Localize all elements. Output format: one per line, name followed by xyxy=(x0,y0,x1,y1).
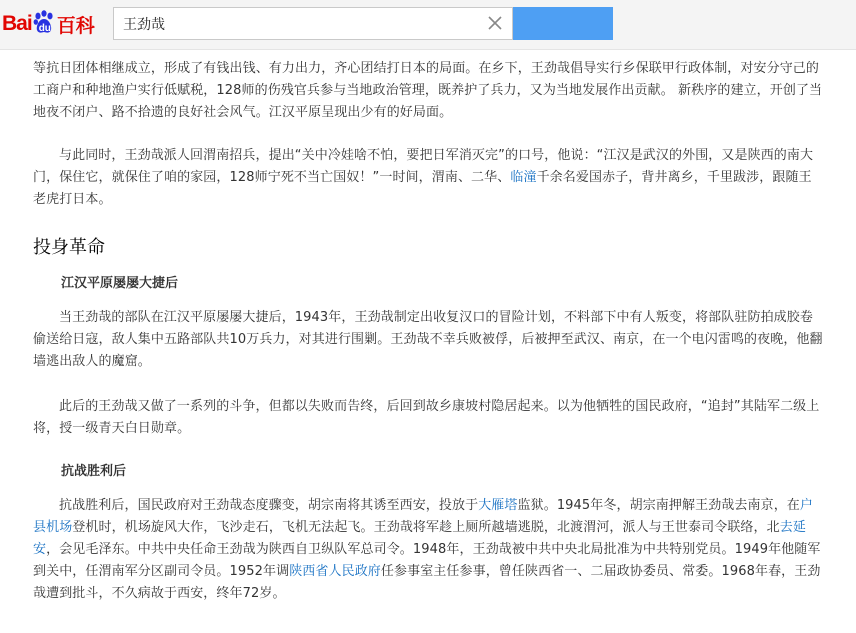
search-button[interactable] xyxy=(513,7,613,40)
paragraph-text: 等抗日团体相继成立，形成了有钱出钱、有力出力，齐心团结打日本的局面。在乡下，王劲哉倡导实行乡保联甲行政体制，对安分守己的工商户和种地渔户实行低赋税，128师的伤残官兵参与当地政治管理，既养护了兵力，又为当地发展作出贡献。 新秩序的建立，开创了当地夜不闭户、路不拾遗的良好社会风气。江汉平原呈现出少有的好局面。 xyxy=(33,61,823,120)
inline-link[interactable]: 陕西省人民政府 xyxy=(289,564,381,579)
paragraph-text: 当王劲哉的部队在江汉平原屡屡大捷后，1943年，王劲哉制定出收复汉口的冒险计划，不料部下中有人叛变，将部队驻防拍成胶卷偷送给日寇，敌人集中五路部队共10万兵力，对其进行围剿。王劲哉不幸兵败被俘，后被押至武汉、南京，在一个电闪雷鸣的夜晚，他翻墙逃出敌人的魔窟。 xyxy=(33,310,823,369)
paragraph-text: 任参事室主任参事，曾任陕西省一、二届政协委员、常委。1968年春，王劲哉遭到批斗，不久病故于西安，终年72岁。 xyxy=(33,564,821,601)
top-search-bar xyxy=(0,0,856,50)
paragraph-text: 监狱。1945年冬，胡宗南押解王劲哉去南京，在 xyxy=(517,498,800,513)
inline-link[interactable]: 去延安 xyxy=(33,520,806,557)
paragraph-5 xyxy=(33,495,823,605)
inline-link[interactable]: 户县机场 xyxy=(33,498,814,535)
paragraph-4 xyxy=(33,396,823,440)
paragraph-text: 抗战胜利后，国民政府对王劲哉态度骤变，胡宗南将其诱至西安，投放于 xyxy=(59,498,479,513)
paragraph-text: 与此同时，王劲哉派人回渭南招兵，提出“关中冷娃啥不怕，要把日军消灭完”的口号，他说：“江汉是武汉的外围，又是陕西的南大门，保住它，就保住了咱的家园，128师宁死不当亡国奴！”一时间，渭南、二华、 xyxy=(33,148,814,185)
inline-link[interactable]: 大雁塔 xyxy=(478,498,518,513)
paragraph-text: 千余名爱国赤子，背井离乡，千里跋涉，跟随王老虎打日本。 xyxy=(33,170,812,207)
search-box xyxy=(113,7,513,40)
subsection-heading-1: 江汉平原屡屡大捷后 xyxy=(61,276,179,291)
subsection-heading-2: 抗战胜利后 xyxy=(61,464,127,479)
logo-text-baike: 百科 xyxy=(56,14,95,37)
paragraph-1 xyxy=(33,58,823,124)
paragraph-text: 登机时，机场旋风大作，飞沙走石，飞机无法起飞。王劲哉将军趁上厕所越墙逃脱，北渡渭河，派人与王世泰司令联络，北 xyxy=(72,520,780,535)
logo-text-bai: Bai xyxy=(2,12,32,35)
baidu-baike-logo[interactable] xyxy=(2,6,95,42)
close-icon[interactable] xyxy=(486,14,504,32)
inline-link[interactable]: 临潼 xyxy=(510,170,537,185)
search-input[interactable] xyxy=(114,8,474,39)
paragraph-text: ，会见毛泽东。中共中央任命王劲哉为陕西自卫纵队军总司令。1948年，王劲哉被中共中央北局批准为中共特别党员。1949年他随军到关中，任渭南军分区副司令员。1952年调 xyxy=(33,542,821,579)
paragraph-3 xyxy=(33,307,823,373)
paragraph-text: 此后的王劲哉又做了一系列的斗争，但都以失败而告终，后回到故乡康坡村隐居起来。以为他牺牲的国民政府，“追封”其陆军二级上将，授一级青天白日勋章。 xyxy=(33,399,820,436)
section-heading: 投身革命 xyxy=(33,237,105,258)
paragraph-2 xyxy=(33,145,823,211)
